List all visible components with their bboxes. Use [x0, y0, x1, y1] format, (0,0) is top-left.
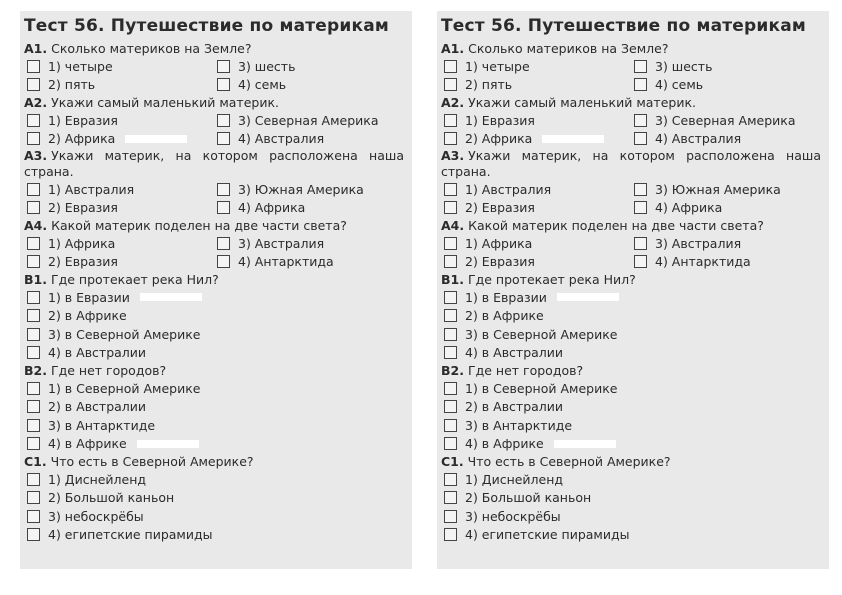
question-number: А1. [24, 41, 48, 56]
answer-option[interactable] [441, 307, 825, 326]
answer-checkbox[interactable] [27, 183, 40, 196]
answer-checkbox[interactable] [634, 114, 647, 127]
answer-checkbox[interactable] [444, 255, 457, 268]
test-sheet-right [437, 11, 829, 569]
answer-label: 3) Северная Америка [238, 112, 379, 128]
answer-options [441, 379, 825, 453]
answer-option[interactable] [24, 288, 408, 307]
answer-checkbox[interactable] [634, 132, 647, 145]
answer-checkbox[interactable] [27, 291, 40, 304]
answer-option[interactable] [214, 130, 404, 149]
answer-checkbox[interactable] [634, 78, 647, 91]
answer-checkbox[interactable] [444, 201, 457, 214]
answer-checkbox[interactable] [444, 382, 457, 395]
answer-label: 4) в Африке [48, 436, 127, 452]
answer-option[interactable] [441, 130, 631, 149]
answer-option[interactable] [441, 111, 631, 130]
question-text [24, 271, 408, 288]
answer-checkbox[interactable] [27, 528, 40, 541]
answer-checkbox[interactable] [444, 183, 457, 196]
answer-checkbox[interactable] [27, 437, 40, 450]
answer-options [24, 111, 408, 148]
answer-label: 4) Австралия [655, 131, 742, 147]
question-label: Сколько материков на Земле? [468, 41, 669, 56]
answer-label: 4) египетские пирамиды [48, 527, 213, 543]
answer-checkbox[interactable] [217, 237, 230, 250]
answer-label: 4) в Австралии [465, 345, 564, 361]
answer-label: 1) в Евразии [465, 289, 547, 305]
answer-checkbox[interactable] [444, 78, 457, 91]
answer-checkbox[interactable] [217, 255, 230, 268]
answer-checkbox[interactable] [634, 201, 647, 214]
question-number: В2. [441, 363, 464, 378]
answer-label: 1) Диснейленд [48, 471, 147, 487]
answer-label: 4) семь [238, 77, 287, 93]
answer-option[interactable] [631, 253, 821, 272]
answer-option[interactable] [441, 253, 631, 272]
answer-option[interactable] [631, 57, 821, 76]
answer-option[interactable] [441, 379, 825, 398]
question-number: А2. [24, 95, 48, 110]
answer-checkbox[interactable] [217, 78, 230, 91]
answer-checkbox[interactable] [27, 473, 40, 486]
question-label: Укажи материк, на котором расположена наша страна. [24, 148, 404, 179]
question-block [24, 362, 408, 453]
answer-option[interactable] [441, 489, 825, 508]
answer-option[interactable] [24, 57, 214, 76]
answer-options [24, 288, 408, 362]
answer-options [24, 57, 408, 94]
answer-option[interactable] [631, 130, 821, 149]
question-text [24, 40, 408, 57]
answer-checkbox[interactable] [27, 255, 40, 268]
answer-options [441, 288, 825, 362]
answer-option[interactable] [631, 199, 821, 218]
answer-label: 3) небоскрёбы [48, 508, 144, 524]
answer-checkbox[interactable] [27, 328, 40, 341]
answer-checkbox[interactable] [27, 237, 40, 250]
answer-checkbox[interactable] [634, 255, 647, 268]
question-block [24, 217, 408, 271]
white-blot [140, 293, 202, 301]
answer-checkbox[interactable] [444, 473, 457, 486]
question-text [24, 94, 408, 111]
answer-checkbox[interactable] [444, 491, 457, 504]
question-number: А2. [441, 95, 465, 110]
answer-option[interactable] [631, 76, 821, 95]
answer-label: 3) в Северной Америке [48, 326, 201, 342]
question-block [441, 362, 825, 453]
answer-option[interactable] [24, 470, 408, 489]
answer-options [24, 379, 408, 453]
question-text [441, 40, 825, 57]
answer-label: 3) шесть [655, 58, 713, 74]
answer-label: 2) Африка [465, 131, 533, 147]
answer-option[interactable] [24, 307, 408, 326]
question-block [24, 94, 408, 148]
answer-label: 2) пять [48, 77, 96, 93]
answer-label: 1) Австралия [465, 181, 552, 197]
answer-checkbox[interactable] [27, 60, 40, 73]
question-block [441, 271, 825, 362]
answer-checkbox[interactable] [634, 237, 647, 250]
answer-checkbox[interactable] [634, 60, 647, 73]
answer-option[interactable] [214, 76, 404, 95]
answer-option[interactable] [24, 526, 408, 545]
answer-label: 1) Африка [48, 235, 116, 251]
white-blot [125, 135, 187, 143]
test-title: Тест 56. Путешествие по материкам [24, 16, 390, 36]
question-label: Какой материк поделен на две части света? [468, 218, 764, 233]
answer-checkbox[interactable] [217, 201, 230, 214]
test-sheet-left [20, 11, 412, 569]
answer-checkbox[interactable] [634, 183, 647, 196]
answer-checkbox[interactable] [27, 114, 40, 127]
answer-label: 2) Евразия [465, 254, 535, 270]
answer-checkbox[interactable] [217, 60, 230, 73]
question-block [441, 148, 825, 217]
answer-label: 2) Евразия [465, 200, 535, 216]
answer-options [24, 180, 408, 217]
answer-label: 1) Африка [465, 235, 533, 251]
question-block [24, 148, 408, 217]
answer-option[interactable] [631, 234, 821, 253]
answer-option[interactable] [214, 57, 404, 76]
answer-label: 2) в Африке [465, 308, 544, 324]
answer-label: 1) Австралия [48, 181, 135, 197]
answer-options [441, 470, 825, 544]
answer-option[interactable] [24, 253, 214, 272]
answer-option[interactable] [24, 344, 408, 363]
question-block [441, 453, 825, 544]
answer-checkbox[interactable] [27, 346, 40, 359]
answer-checkbox[interactable] [444, 309, 457, 322]
question-text [441, 453, 825, 470]
answer-label: 3) Южная Америка [655, 181, 781, 197]
question-text [24, 362, 408, 379]
answer-option[interactable] [441, 526, 825, 545]
answer-checkbox[interactable] [27, 491, 40, 504]
question-text [441, 217, 825, 234]
question-block [441, 94, 825, 148]
answer-option[interactable] [214, 111, 404, 130]
answer-option[interactable] [441, 398, 825, 417]
white-blot [557, 293, 619, 301]
answer-option[interactable] [631, 111, 821, 130]
answer-label: 2) в Африке [48, 308, 127, 324]
test-title: Тест 56. Путешествие по материкам [441, 16, 807, 36]
question-text [441, 271, 825, 288]
answer-label: 1) Диснейленд [465, 471, 564, 487]
answer-option[interactable] [441, 76, 631, 95]
answer-checkbox[interactable] [27, 132, 40, 145]
answer-option[interactable] [441, 507, 825, 526]
answer-checkbox[interactable] [217, 114, 230, 127]
answer-checkbox[interactable] [217, 183, 230, 196]
answer-label: 3) Южная Америка [238, 181, 364, 197]
answer-option[interactable] [24, 325, 408, 344]
question-text [441, 148, 825, 180]
answer-label: 2) Африка [48, 131, 116, 147]
answer-label: 4) в Австралии [48, 345, 147, 361]
answer-option[interactable] [24, 507, 408, 526]
answer-label: 2) Евразия [48, 254, 118, 270]
question-label: Сколько материков на Земле? [51, 41, 252, 56]
answer-label: 1) Евразия [48, 112, 118, 128]
answer-label: 3) шесть [238, 58, 296, 74]
question-text [24, 148, 408, 180]
answer-options [24, 234, 408, 271]
question-text [24, 217, 408, 234]
question-label: Где нет городов? [50, 363, 167, 378]
answer-label: 2) Большой каньон [465, 490, 592, 506]
answer-label: 3) в Антарктиде [465, 417, 573, 433]
answer-checkbox[interactable] [444, 132, 457, 145]
answer-option[interactable] [24, 416, 408, 435]
answer-label: 4) Африка [655, 200, 723, 216]
answer-label: 3) в Северной Америке [465, 326, 618, 342]
answer-checkbox[interactable] [444, 114, 457, 127]
question-number: А1. [441, 41, 465, 56]
answer-option[interactable] [441, 344, 825, 363]
answer-checkbox[interactable] [444, 328, 457, 341]
answer-option[interactable] [24, 199, 214, 218]
question-block [24, 453, 408, 544]
answer-checkbox[interactable] [444, 60, 457, 73]
question-number: В1. [441, 272, 464, 287]
white-blot [554, 440, 616, 448]
answer-option[interactable] [214, 180, 404, 199]
question-block [441, 217, 825, 271]
answer-options [441, 57, 825, 94]
answer-option[interactable] [24, 111, 214, 130]
answer-option[interactable] [24, 489, 408, 508]
answer-label: 4) в Африке [465, 436, 544, 452]
answer-label: 1) четыре [48, 58, 113, 74]
answer-option[interactable] [441, 180, 631, 199]
answer-checkbox[interactable] [444, 419, 457, 432]
answer-option[interactable] [441, 199, 631, 218]
answer-label: 1) четыре [465, 58, 530, 74]
answer-options [24, 470, 408, 544]
answer-label: 1) в Евразии [48, 289, 130, 305]
answer-label: 4) египетские пирамиды [465, 527, 630, 543]
question-block [24, 271, 408, 362]
answer-option[interactable] [24, 76, 214, 95]
answer-label: 1) в Северной Америке [465, 380, 618, 396]
answer-option[interactable] [214, 234, 404, 253]
answer-option[interactable] [441, 470, 825, 489]
answer-checkbox[interactable] [444, 346, 457, 359]
answer-option[interactable] [214, 199, 404, 218]
answer-checkbox[interactable] [27, 382, 40, 395]
answer-option[interactable] [24, 435, 408, 454]
answer-label: 2) Евразия [48, 200, 118, 216]
question-number: С1. [441, 454, 464, 469]
answer-option[interactable] [441, 325, 825, 344]
question-label: Укажи самый маленький материк. [51, 95, 279, 110]
question-label: Где протекает река Нил? [467, 272, 636, 287]
answer-label: 3) Северная Америка [655, 112, 796, 128]
question-label: Что есть в Северной Америке? [467, 454, 671, 469]
answer-options [441, 111, 825, 148]
question-number: С1. [24, 454, 47, 469]
answer-option[interactable] [24, 180, 214, 199]
question-number: В1. [24, 272, 47, 287]
answer-label: 3) Австралия [238, 235, 325, 251]
answer-label: 4) Антарктида [238, 254, 334, 270]
answer-checkbox[interactable] [444, 237, 457, 250]
answer-checkbox[interactable] [27, 201, 40, 214]
answer-label: 4) Австралия [238, 131, 325, 147]
answer-option[interactable] [24, 379, 408, 398]
answer-checkbox[interactable] [27, 78, 40, 91]
answer-label: 3) Австралия [655, 235, 742, 251]
question-number: А4. [441, 218, 465, 233]
answer-label: 4) Африка [238, 200, 306, 216]
question-label: Какой материк поделен на две части света? [51, 218, 347, 233]
question-block [441, 40, 825, 94]
question-number: В2. [24, 363, 47, 378]
answer-checkbox[interactable] [444, 528, 457, 541]
answer-label: 1) в Северной Америке [48, 380, 201, 396]
answer-option[interactable] [24, 130, 214, 149]
answer-options [441, 180, 825, 217]
answer-label: 3) небоскрёбы [465, 508, 561, 524]
question-text [441, 94, 825, 111]
answer-options [441, 234, 825, 271]
answer-option[interactable] [441, 57, 631, 76]
answer-label: 2) Большой каньон [48, 490, 175, 506]
answer-option[interactable] [24, 234, 214, 253]
answer-checkbox[interactable] [27, 309, 40, 322]
question-label: Укажи материк, на котором расположена наша страна. [441, 148, 821, 179]
question-label: Где нет городов? [467, 363, 584, 378]
question-label: Укажи самый маленький материк. [468, 95, 696, 110]
question-number: А3. [441, 148, 465, 163]
answer-option[interactable] [441, 234, 631, 253]
question-number: А3. [24, 148, 48, 163]
answer-label: 2) пять [465, 77, 513, 93]
answer-checkbox[interactable] [27, 510, 40, 523]
answer-option[interactable] [24, 398, 408, 417]
answer-option[interactable] [214, 253, 404, 272]
answer-checkbox[interactable] [444, 291, 457, 304]
question-label: Что есть в Северной Америке? [50, 454, 254, 469]
answer-checkbox[interactable] [27, 400, 40, 413]
question-text [24, 453, 408, 470]
answer-checkbox[interactable] [444, 400, 457, 413]
question-text [441, 362, 825, 379]
answer-checkbox[interactable] [444, 437, 457, 450]
answer-option[interactable] [441, 288, 825, 307]
question-label: Где протекает река Нил? [50, 272, 219, 287]
white-blot [137, 440, 199, 448]
answer-label: 3) в Антарктиде [48, 417, 156, 433]
answer-checkbox[interactable] [444, 510, 457, 523]
answer-label: 2) в Австралии [48, 399, 147, 415]
answer-label: 4) Антарктида [655, 254, 751, 270]
answer-option[interactable] [441, 416, 825, 435]
question-number: А4. [24, 218, 48, 233]
answer-checkbox[interactable] [27, 419, 40, 432]
answer-label: 1) Евразия [465, 112, 535, 128]
question-block [24, 40, 408, 94]
answer-option[interactable] [631, 180, 821, 199]
answer-label: 2) в Австралии [465, 399, 564, 415]
answer-option[interactable] [441, 435, 825, 454]
answer-label: 4) семь [655, 77, 704, 93]
answer-checkbox[interactable] [217, 132, 230, 145]
white-blot [542, 135, 604, 143]
